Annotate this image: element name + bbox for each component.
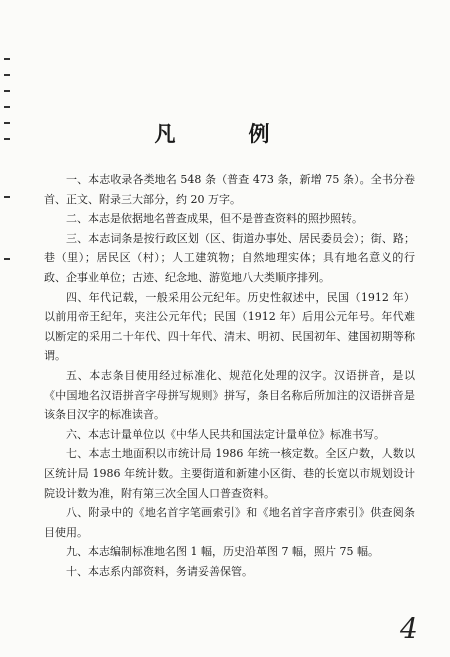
notes-body: [44, 170, 415, 581]
note-paragraph: 九、本志编制标准地名图 1 幅，历史沿革图 7 幅，照片 75 幅。: [66, 545, 379, 559]
note-paragraph: 十、本志系内部资料，务请妥善保管。: [66, 564, 253, 578]
note-paragraph: 四、年代记载，一般采用公元纪年。历史性叙述中，民国（1912 年）以前用帝王纪年，夹注公元年代；民国（1912 年）后用公元年号。年代难以断定的采用二十年代、四十年代、清末、明初、民国初年、建国初期等称谓。: [44, 290, 415, 363]
note-paragraph: 七、本志土地面积以市统计局 1986 年统一核定数。全区户数，人数以区统计局 1986 年统计数。主要街道和新建小区街、巷的长宽以市规划设计院设计数为准，附有第三次全国人口普查资料。: [44, 447, 415, 500]
binding-mark: [4, 58, 10, 60]
binding-mark: [4, 196, 10, 198]
page-number: 4: [400, 612, 418, 645]
binding-mark: [4, 74, 10, 76]
page-title: 凡 例: [154, 121, 296, 146]
note-paragraph: 五、本志条目使用经过标准化、规范化处理的汉字。汉语拼音，是以《中国地名汉语拼音字母拼写规则》拼写，条目名称后所加注的汉语拼音是该条目汉字的标准读音。: [44, 368, 415, 422]
binding-margin: [0, 0, 22, 657]
binding-mark: [4, 106, 10, 108]
note-paragraph: 二、本志是依据地名普查成果，但不是普查资料的照抄照转。: [66, 212, 363, 226]
note-paragraph: 三、本志词条是按行政区划（区、街道办事处、居民委员会）；街、路；巷（里）；居民区（村）；人工建筑物；自然地理实体；具有地名意义的行政、企事业单位；古迹、纪念地、游览地八大类顺序排列。: [44, 231, 415, 284]
note-paragraph: 六、本志计量单位以《中华人民共和国法定计量单位》标准书写。: [66, 427, 385, 441]
note-paragraph: 一、本志收录各类地名 548 条（普查 473 条，新增 75 条）。全书分卷首、正文、附录三大部分，约 20 万字。: [44, 173, 415, 206]
binding-mark: [4, 90, 10, 92]
note-paragraph: 八、附录中的《地名首字笔画索引》和《地名首字音序索引》供查阅条目使用。: [44, 506, 415, 539]
binding-mark: [4, 258, 10, 260]
